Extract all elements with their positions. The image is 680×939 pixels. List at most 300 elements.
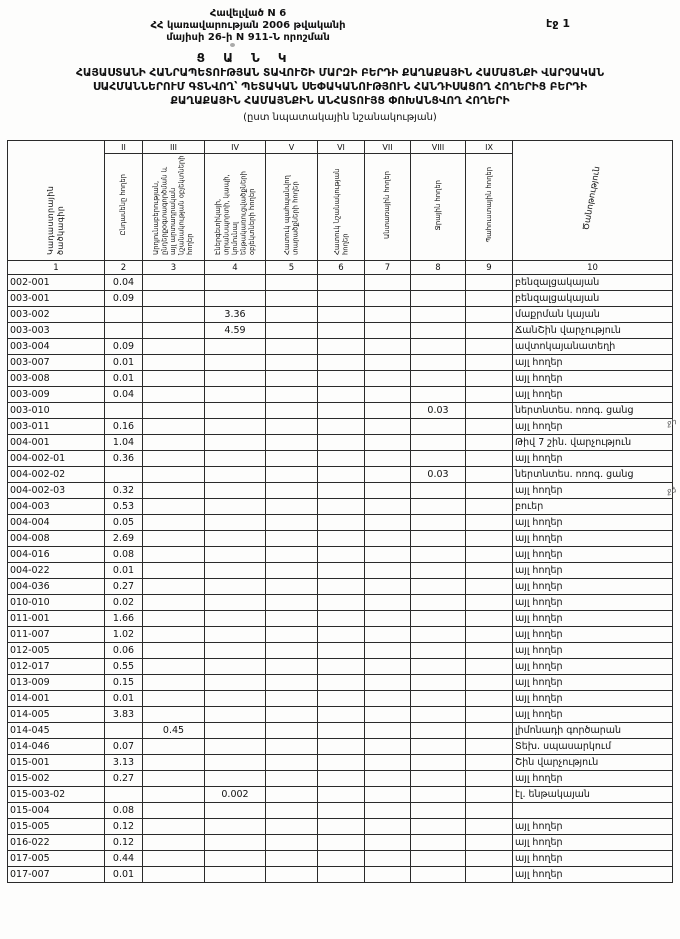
value-cell xyxy=(143,403,205,419)
value-cell xyxy=(266,499,318,515)
value-cell: 0.08 xyxy=(105,547,143,563)
value-cell xyxy=(143,595,205,611)
value-cell xyxy=(266,819,318,835)
column-number-3: 3 xyxy=(143,261,205,275)
note-cell: այլ հողեր xyxy=(513,451,673,467)
column-header-text: Պահուստային հողեր xyxy=(484,167,493,243)
note-cell: այլ հողեր xyxy=(513,563,673,579)
code-cell: 015-005 xyxy=(8,819,105,835)
value-cell xyxy=(205,435,266,451)
value-cell xyxy=(205,835,266,851)
value-cell xyxy=(143,803,205,819)
column-header-6 xyxy=(318,154,365,261)
value-cell xyxy=(318,579,365,595)
roman-numeral-VIII: VIII xyxy=(411,141,466,154)
value-cell xyxy=(205,339,266,355)
value-cell xyxy=(411,675,466,691)
value-cell xyxy=(266,403,318,419)
value-cell xyxy=(365,643,411,659)
value-cell xyxy=(105,323,143,339)
value-cell xyxy=(466,707,513,723)
value-cell: 0.36 xyxy=(105,451,143,467)
column-number-9: 9 xyxy=(466,261,513,275)
code-cell: 013-009 xyxy=(8,675,105,691)
value-cell xyxy=(143,371,205,387)
value-cell xyxy=(266,787,318,803)
value-cell xyxy=(266,483,318,499)
value-cell xyxy=(318,691,365,707)
value-cell: 4.59 xyxy=(205,323,266,339)
value-cell xyxy=(205,291,266,307)
value-cell xyxy=(205,531,266,547)
value-cell xyxy=(105,307,143,323)
value-cell xyxy=(105,403,143,419)
note-cell: լիմոնադի գործարան xyxy=(513,723,673,739)
roman-numeral-IV: IV xyxy=(205,141,266,154)
value-cell xyxy=(205,867,266,883)
note-cell: այլ հողեր xyxy=(513,531,673,547)
value-cell xyxy=(466,275,513,291)
value-cell xyxy=(105,467,143,483)
value-cell xyxy=(466,467,513,483)
value-cell xyxy=(266,467,318,483)
column-header-text: Ընդամենը հողեր xyxy=(119,174,128,236)
value-cell xyxy=(318,339,365,355)
value-cell xyxy=(205,595,266,611)
value-cell xyxy=(318,451,365,467)
value-cell xyxy=(205,675,266,691)
value-cell xyxy=(318,723,365,739)
value-cell xyxy=(205,387,266,403)
value-cell xyxy=(266,851,318,867)
handwritten-mark: ջձ xyxy=(666,485,678,496)
value-cell xyxy=(365,755,411,771)
table-row xyxy=(8,835,673,851)
note-cell: այլ հողեր xyxy=(513,595,673,611)
note-cell: այլ հողեր xyxy=(513,579,673,595)
value-cell xyxy=(411,755,466,771)
roman-numeral-VII: VII xyxy=(365,141,411,154)
title-line-1: ՀԱՅԱՍՏԱՆԻ ՀԱՆՐԱՊԵՏՈՒԹՅԱՆ ՏԱՎՈՒՇԻ ՄԱՐԶԻ ԲԵՐԴԻ ՔԱՂԱՔԱՅԻՆ ՀԱՄԱՅՆՔԻ ՎԱՐՉԱԿԱՆ xyxy=(75,67,605,79)
value-cell xyxy=(466,483,513,499)
value-cell xyxy=(466,595,513,611)
code-cell: 014-046 xyxy=(8,739,105,755)
column-header-text: Ջրային հողեր xyxy=(433,179,442,231)
value-cell xyxy=(466,371,513,387)
note-cell: այլ հողեր xyxy=(513,483,673,499)
value-cell xyxy=(143,851,205,867)
value-cell xyxy=(266,547,318,563)
table-row xyxy=(8,515,673,531)
page-number-label: էջ 1 xyxy=(546,17,570,30)
value-cell xyxy=(266,435,318,451)
table-row xyxy=(8,451,673,467)
value-cell xyxy=(466,339,513,355)
value-cell xyxy=(318,531,365,547)
value-cell xyxy=(318,707,365,723)
value-cell xyxy=(411,611,466,627)
value-cell xyxy=(318,739,365,755)
value-cell xyxy=(365,611,411,627)
value-cell xyxy=(365,291,411,307)
value-cell xyxy=(143,419,205,435)
note-cell xyxy=(513,803,673,819)
value-cell xyxy=(266,451,318,467)
value-cell xyxy=(266,563,318,579)
code-cell: 017-007 xyxy=(8,867,105,883)
table-row xyxy=(8,307,673,323)
value-cell xyxy=(205,403,266,419)
value-cell xyxy=(466,531,513,547)
value-cell xyxy=(266,419,318,435)
appendix-line-2: ՀՀ կառավարության 2006 թվականի xyxy=(150,20,346,31)
table-row xyxy=(8,291,673,307)
column-number-7: 7 xyxy=(365,261,411,275)
note-cell: ներտնտես. ոռոգ. ցանց xyxy=(513,467,673,483)
column-header-5 xyxy=(266,154,318,261)
note-cell: այլ հողեր xyxy=(513,387,673,403)
value-cell xyxy=(205,627,266,643)
value-cell xyxy=(411,723,466,739)
value-cell xyxy=(365,515,411,531)
value-cell xyxy=(411,515,466,531)
value-cell xyxy=(143,611,205,627)
value-cell xyxy=(466,675,513,691)
value-cell xyxy=(411,851,466,867)
value-cell xyxy=(466,291,513,307)
value-cell xyxy=(266,803,318,819)
note-cell: ՃանՇին վարչություն xyxy=(513,323,673,339)
value-cell xyxy=(143,563,205,579)
title-subline: (ըստ նպատակային նշանակության) xyxy=(243,112,437,123)
value-cell xyxy=(411,803,466,819)
value-cell xyxy=(318,835,365,851)
value-cell: 2.69 xyxy=(105,531,143,547)
value-cell: 0.45 xyxy=(143,723,205,739)
value-cell xyxy=(318,595,365,611)
value-cell xyxy=(411,387,466,403)
value-cell xyxy=(411,451,466,467)
value-cell xyxy=(466,499,513,515)
column-header-text: Հատուկ նշանակության հողեր xyxy=(332,168,349,255)
value-cell xyxy=(318,307,365,323)
value-cell xyxy=(466,659,513,675)
value-cell xyxy=(205,483,266,499)
table-row xyxy=(8,675,673,691)
value-cell xyxy=(365,419,411,435)
value-cell xyxy=(205,771,266,787)
value-cell xyxy=(466,739,513,755)
table-row xyxy=(8,419,673,435)
value-cell xyxy=(411,739,466,755)
value-cell xyxy=(143,643,205,659)
value-cell xyxy=(143,835,205,851)
value-cell xyxy=(365,723,411,739)
value-cell xyxy=(266,531,318,547)
value-cell: 0.53 xyxy=(105,499,143,515)
table-row xyxy=(8,467,673,483)
note-cell: այլ հողեր xyxy=(513,691,673,707)
value-cell xyxy=(205,547,266,563)
value-cell xyxy=(143,771,205,787)
value-cell: 0.12 xyxy=(105,835,143,851)
value-cell xyxy=(105,723,143,739)
note-cell: այլ հողեր xyxy=(513,659,673,675)
table-row xyxy=(8,627,673,643)
value-cell xyxy=(143,275,205,291)
value-cell xyxy=(411,371,466,387)
handwritten-mark: ջհ xyxy=(666,417,678,428)
table-row xyxy=(8,387,673,403)
table-row xyxy=(8,819,673,835)
table-row xyxy=(8,323,673,339)
appendix-block xyxy=(58,8,438,44)
value-cell xyxy=(318,659,365,675)
value-cell xyxy=(205,707,266,723)
value-cell xyxy=(411,867,466,883)
value-cell: 3.83 xyxy=(105,707,143,723)
table-row xyxy=(8,563,673,579)
code-cell: 002-001 xyxy=(8,275,105,291)
value-cell: 0.06 xyxy=(105,643,143,659)
value-cell xyxy=(205,467,266,483)
value-cell xyxy=(205,611,266,627)
value-cell xyxy=(205,419,266,435)
column-header-10 xyxy=(513,141,673,261)
value-cell xyxy=(143,435,205,451)
value-cell xyxy=(143,867,205,883)
value-cell xyxy=(466,387,513,403)
value-cell: 1.02 xyxy=(105,627,143,643)
value-cell xyxy=(411,531,466,547)
code-cell: 003-004 xyxy=(8,339,105,355)
value-cell xyxy=(205,755,266,771)
roman-numeral-II: II xyxy=(105,141,143,154)
value-cell: 0.01 xyxy=(105,691,143,707)
value-cell xyxy=(318,403,365,419)
note-cell: այլ հողեր xyxy=(513,515,673,531)
value-cell xyxy=(466,787,513,803)
note-cell: այլ հողեր xyxy=(513,419,673,435)
column-header-text: Ծանոթություն xyxy=(581,165,603,232)
table-row xyxy=(8,707,673,723)
value-cell xyxy=(318,387,365,403)
value-cell xyxy=(205,371,266,387)
value-cell xyxy=(266,275,318,291)
value-cell: 0.002 xyxy=(205,787,266,803)
table-row xyxy=(8,739,673,755)
table-row xyxy=(8,755,673,771)
value-cell: 0.01 xyxy=(105,371,143,387)
column-number-5: 5 xyxy=(266,261,318,275)
value-cell: 0.03 xyxy=(411,467,466,483)
value-cell xyxy=(205,579,266,595)
value-cell xyxy=(466,755,513,771)
table-row xyxy=(8,691,673,707)
column-number-6: 6 xyxy=(318,261,365,275)
value-cell: 0.27 xyxy=(105,579,143,595)
column-number-1: 1 xyxy=(8,261,105,275)
value-cell xyxy=(365,675,411,691)
column-header-2 xyxy=(105,154,143,261)
value-cell xyxy=(143,483,205,499)
column-number-2: 2 xyxy=(105,261,143,275)
note-cell: ավտոկայանատեղի xyxy=(513,339,673,355)
value-cell xyxy=(143,819,205,835)
value-cell xyxy=(318,435,365,451)
value-cell xyxy=(266,867,318,883)
value-cell xyxy=(318,851,365,867)
note-cell: բենզալցակայան xyxy=(513,275,673,291)
value-cell xyxy=(318,771,365,787)
value-cell xyxy=(266,771,318,787)
value-cell xyxy=(466,851,513,867)
value-cell xyxy=(466,419,513,435)
value-cell xyxy=(411,627,466,643)
code-cell: 003-011 xyxy=(8,419,105,435)
code-cell: 014-005 xyxy=(8,707,105,723)
value-cell: 1.04 xyxy=(105,435,143,451)
value-cell xyxy=(365,371,411,387)
table-row xyxy=(8,723,673,739)
scan-smudge xyxy=(230,43,235,47)
value-cell xyxy=(143,291,205,307)
table-row xyxy=(8,611,673,627)
code-cell: 004-008 xyxy=(8,531,105,547)
table-row xyxy=(8,595,673,611)
appendix-line-1: Հավելված N 6 xyxy=(209,8,287,19)
code-cell: 004-002-01 xyxy=(8,451,105,467)
value-cell xyxy=(365,851,411,867)
code-cell: 003-002 xyxy=(8,307,105,323)
table-row xyxy=(8,275,673,291)
value-cell xyxy=(143,355,205,371)
value-cell xyxy=(411,435,466,451)
column-header-text: Արդյունաբերության, ընդերքօգտագործման և այլ արտադրական նշանակության օբյեկտների հողեր xyxy=(152,155,195,255)
value-cell xyxy=(466,691,513,707)
value-cell xyxy=(205,691,266,707)
value-cell xyxy=(365,531,411,547)
value-cell xyxy=(205,659,266,675)
column-header-8 xyxy=(411,154,466,261)
value-cell: 0.55 xyxy=(105,659,143,675)
code-cell: 012-005 xyxy=(8,643,105,659)
value-cell xyxy=(365,707,411,723)
value-cell xyxy=(318,787,365,803)
value-cell xyxy=(466,515,513,531)
column-header-text: Էներգետիկայի, տրանսպորտի, կապի, կոմունալ ենթակառուցվածքների օբյեկտների հողեր xyxy=(213,171,256,255)
value-cell xyxy=(266,595,318,611)
code-cell: 012-017 xyxy=(8,659,105,675)
value-cell xyxy=(466,611,513,627)
value-cell xyxy=(411,563,466,579)
code-cell: 015-001 xyxy=(8,755,105,771)
table-row xyxy=(8,339,673,355)
value-cell xyxy=(318,515,365,531)
value-cell xyxy=(365,819,411,835)
note-cell: այլ հողեր xyxy=(513,867,673,883)
value-cell xyxy=(143,707,205,723)
value-cell xyxy=(266,579,318,595)
value-cell xyxy=(411,419,466,435)
note-cell: մաքրման կայան xyxy=(513,307,673,323)
column-number-8: 8 xyxy=(411,261,466,275)
value-cell xyxy=(365,595,411,611)
value-cell: 0.08 xyxy=(105,803,143,819)
value-cell: 0.02 xyxy=(105,595,143,611)
value-cell xyxy=(411,835,466,851)
note-cell: այլ հողեր xyxy=(513,707,673,723)
value-cell xyxy=(266,739,318,755)
value-cell: 0.07 xyxy=(105,739,143,755)
note-cell: Թիվ 7 շին. վարչություն xyxy=(513,435,673,451)
value-cell xyxy=(143,451,205,467)
value-cell xyxy=(365,547,411,563)
note-cell: բենզալցակայան xyxy=(513,291,673,307)
value-cell xyxy=(318,483,365,499)
value-cell xyxy=(205,451,266,467)
note-cell: այլ հողեր xyxy=(513,627,673,643)
table-row xyxy=(8,355,673,371)
value-cell xyxy=(266,675,318,691)
value-cell xyxy=(365,435,411,451)
value-cell xyxy=(318,275,365,291)
value-cell xyxy=(411,275,466,291)
value-cell xyxy=(411,307,466,323)
table-row xyxy=(8,483,673,499)
value-cell xyxy=(411,595,466,611)
code-cell: 003-009 xyxy=(8,387,105,403)
value-cell xyxy=(365,659,411,675)
value-cell xyxy=(318,819,365,835)
value-cell xyxy=(266,291,318,307)
value-cell xyxy=(365,803,411,819)
value-cell xyxy=(143,339,205,355)
value-cell xyxy=(466,835,513,851)
note-cell: այլ հողեր xyxy=(513,547,673,563)
table-row xyxy=(8,403,673,419)
value-cell xyxy=(365,467,411,483)
value-cell xyxy=(143,659,205,675)
code-cell: 003-010 xyxy=(8,403,105,419)
value-cell xyxy=(318,371,365,387)
value-cell xyxy=(143,627,205,643)
code-cell: 003-001 xyxy=(8,291,105,307)
value-cell xyxy=(143,691,205,707)
value-cell xyxy=(266,691,318,707)
value-cell xyxy=(266,387,318,403)
note-cell: այլ հողեր xyxy=(513,819,673,835)
value-cell xyxy=(411,707,466,723)
value-cell xyxy=(411,643,466,659)
value-cell xyxy=(466,723,513,739)
value-cell xyxy=(318,291,365,307)
code-cell: 014-045 xyxy=(8,723,105,739)
value-cell xyxy=(205,563,266,579)
value-cell: 0.03 xyxy=(411,403,466,419)
note-cell: ներտնտես. ոռոգ. ցանց xyxy=(513,403,673,419)
value-cell xyxy=(318,355,365,371)
value-cell xyxy=(365,483,411,499)
code-cell: 004-016 xyxy=(8,547,105,563)
note-cell: բուեր xyxy=(513,499,673,515)
table-row xyxy=(8,499,673,515)
value-cell xyxy=(205,851,266,867)
value-cell xyxy=(365,787,411,803)
code-cell: 004-036 xyxy=(8,579,105,595)
value-cell: 0.16 xyxy=(105,419,143,435)
value-cell xyxy=(466,803,513,819)
